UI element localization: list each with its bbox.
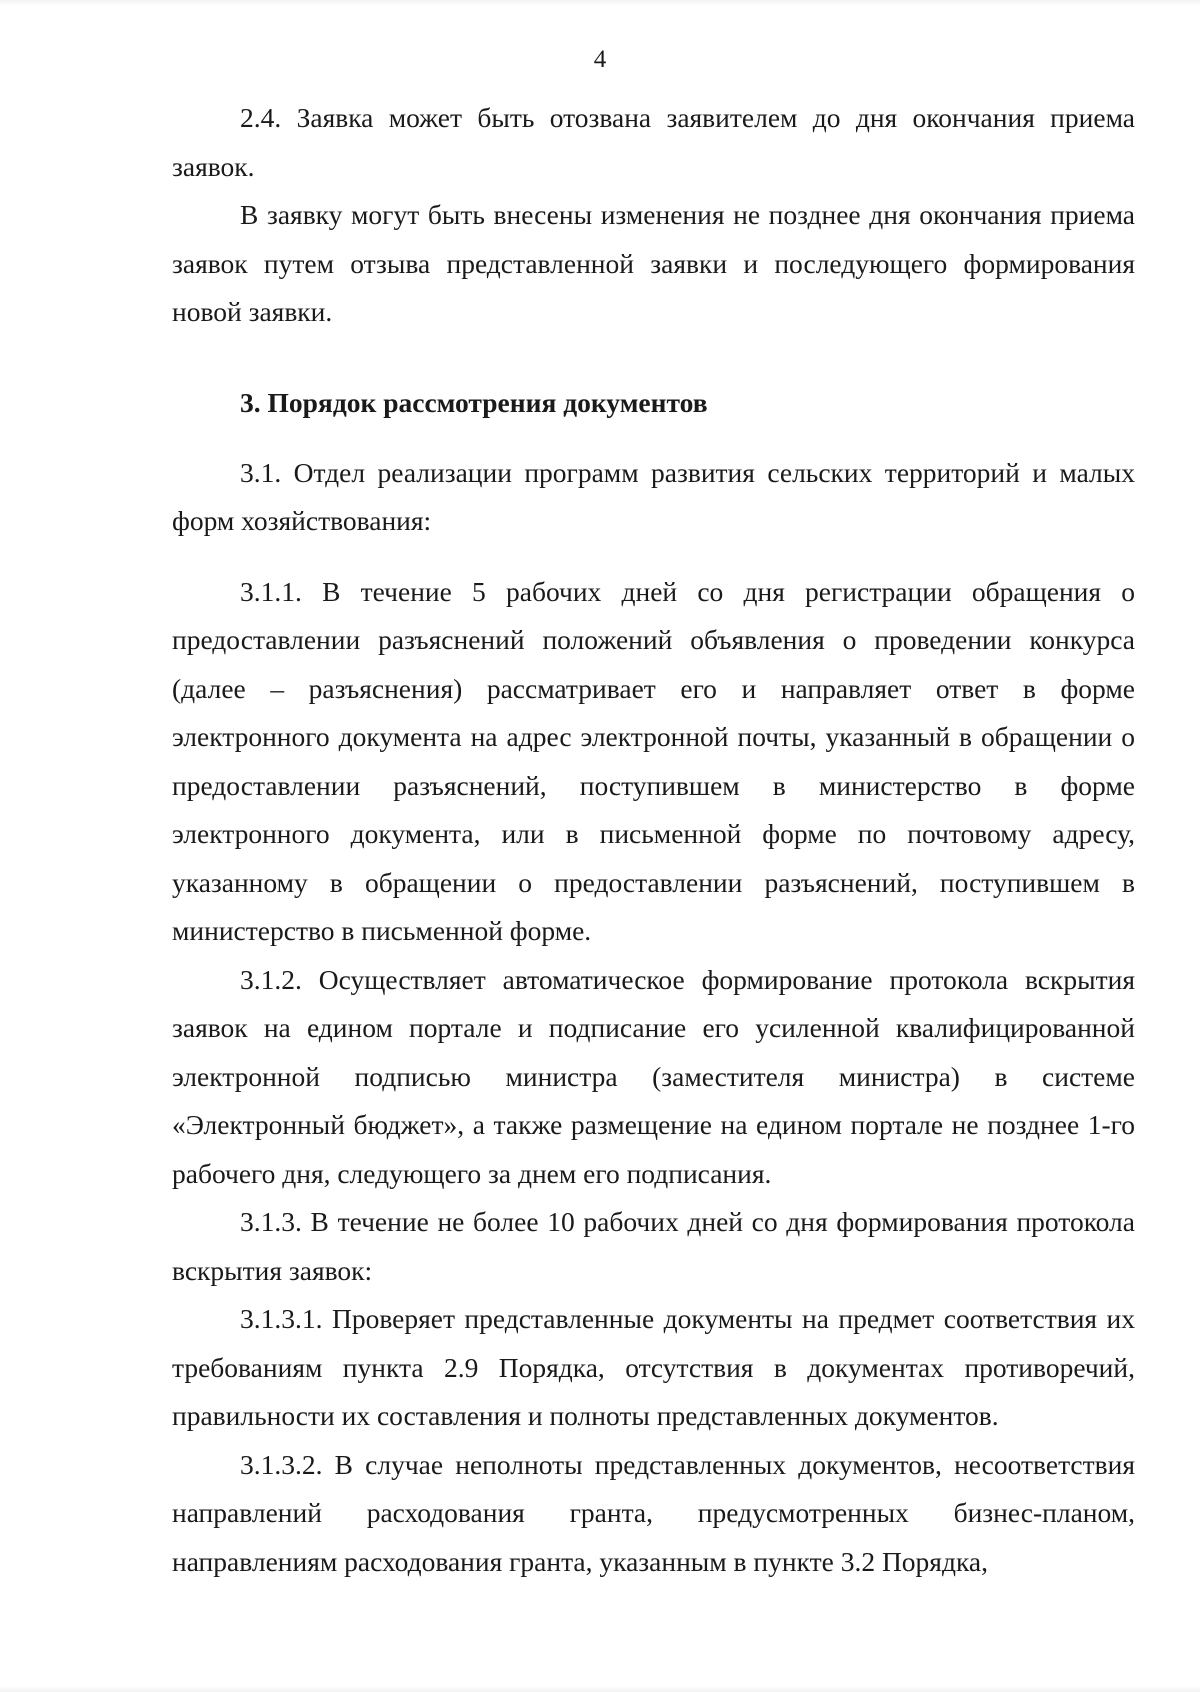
paragraph-3-1-1: 3.1.1. В течение 5 рабочих дней со дня регистрации обращения о предоставлении разъяснений положений объявления о проведении конкурса (далее – разъяснения) рассматривает его и направляет ответ в форме электронного документа на адрес электронной почты, указанный в обращении о предоставлении разъяснений, поступившем в министерство в форме электронного документа, или в письменной форме по почтовому адресу, указанному в обращении о предоставлении разъяснений, поступившем в министерство в письменной форме.: [172, 575, 1135, 946]
scan-edge-top: [0, 0, 1200, 6]
scan-edge-bottom: [0, 1686, 1200, 1692]
page-number: 4: [593, 46, 607, 73]
paragraph-2-4-changes: В заявку могут быть внесены изменения не позднее дня окончания приема заявок путем отзыва представленной заявки и последующего формирования новой заявки.: [172, 199, 1135, 327]
paragraph-3-1: 3.1. Отдел реализации программ развития сельских территорий и малых форм хозяйствования:: [172, 456, 1135, 536]
paragraph-3-1-2: 3.1.2. Осуществляет автоматическое формирование протокола вскрытия заявок на едином портале и подписание его усиленной квалифицированной электронной подписью министра (заместителя министра) в системе «Электронный бюджет», а также размещение на едином портале не позднее 1-го рабочего дня, следующего за днем его подписания.: [172, 963, 1135, 1189]
paragraph-3-1-3: 3.1.3. В течение не более 10 рабочих дней со дня формирования протокола вскрытия заявок:: [172, 1206, 1135, 1286]
paragraph-3-1-3-2: 3.1.3.2. В случае неполноты представленных документов, несоответствия направлений расходования гранта, предусмотренных бизнес-планом, направлениям расходования гранта, указанным в пункте 3.2 Порядка,: [172, 1448, 1135, 1577]
paragraph-3-1-3-1: 3.1.3.1. Проверяет представленные документы на предмет соответствия их требованиям пункта 2.9 Порядка, отсутствия в документах противоречий, правильности их составления и полноты представленных документов.: [172, 1303, 1135, 1431]
section-heading-3: 3. Порядок рассмотрения документов: [240, 386, 708, 418]
document-body: [172, 94, 1135, 1586]
paragraph-2-4: 2.4. Заявка может быть отозвана заявителем до дня окончания приема заявок.: [172, 102, 1135, 182]
